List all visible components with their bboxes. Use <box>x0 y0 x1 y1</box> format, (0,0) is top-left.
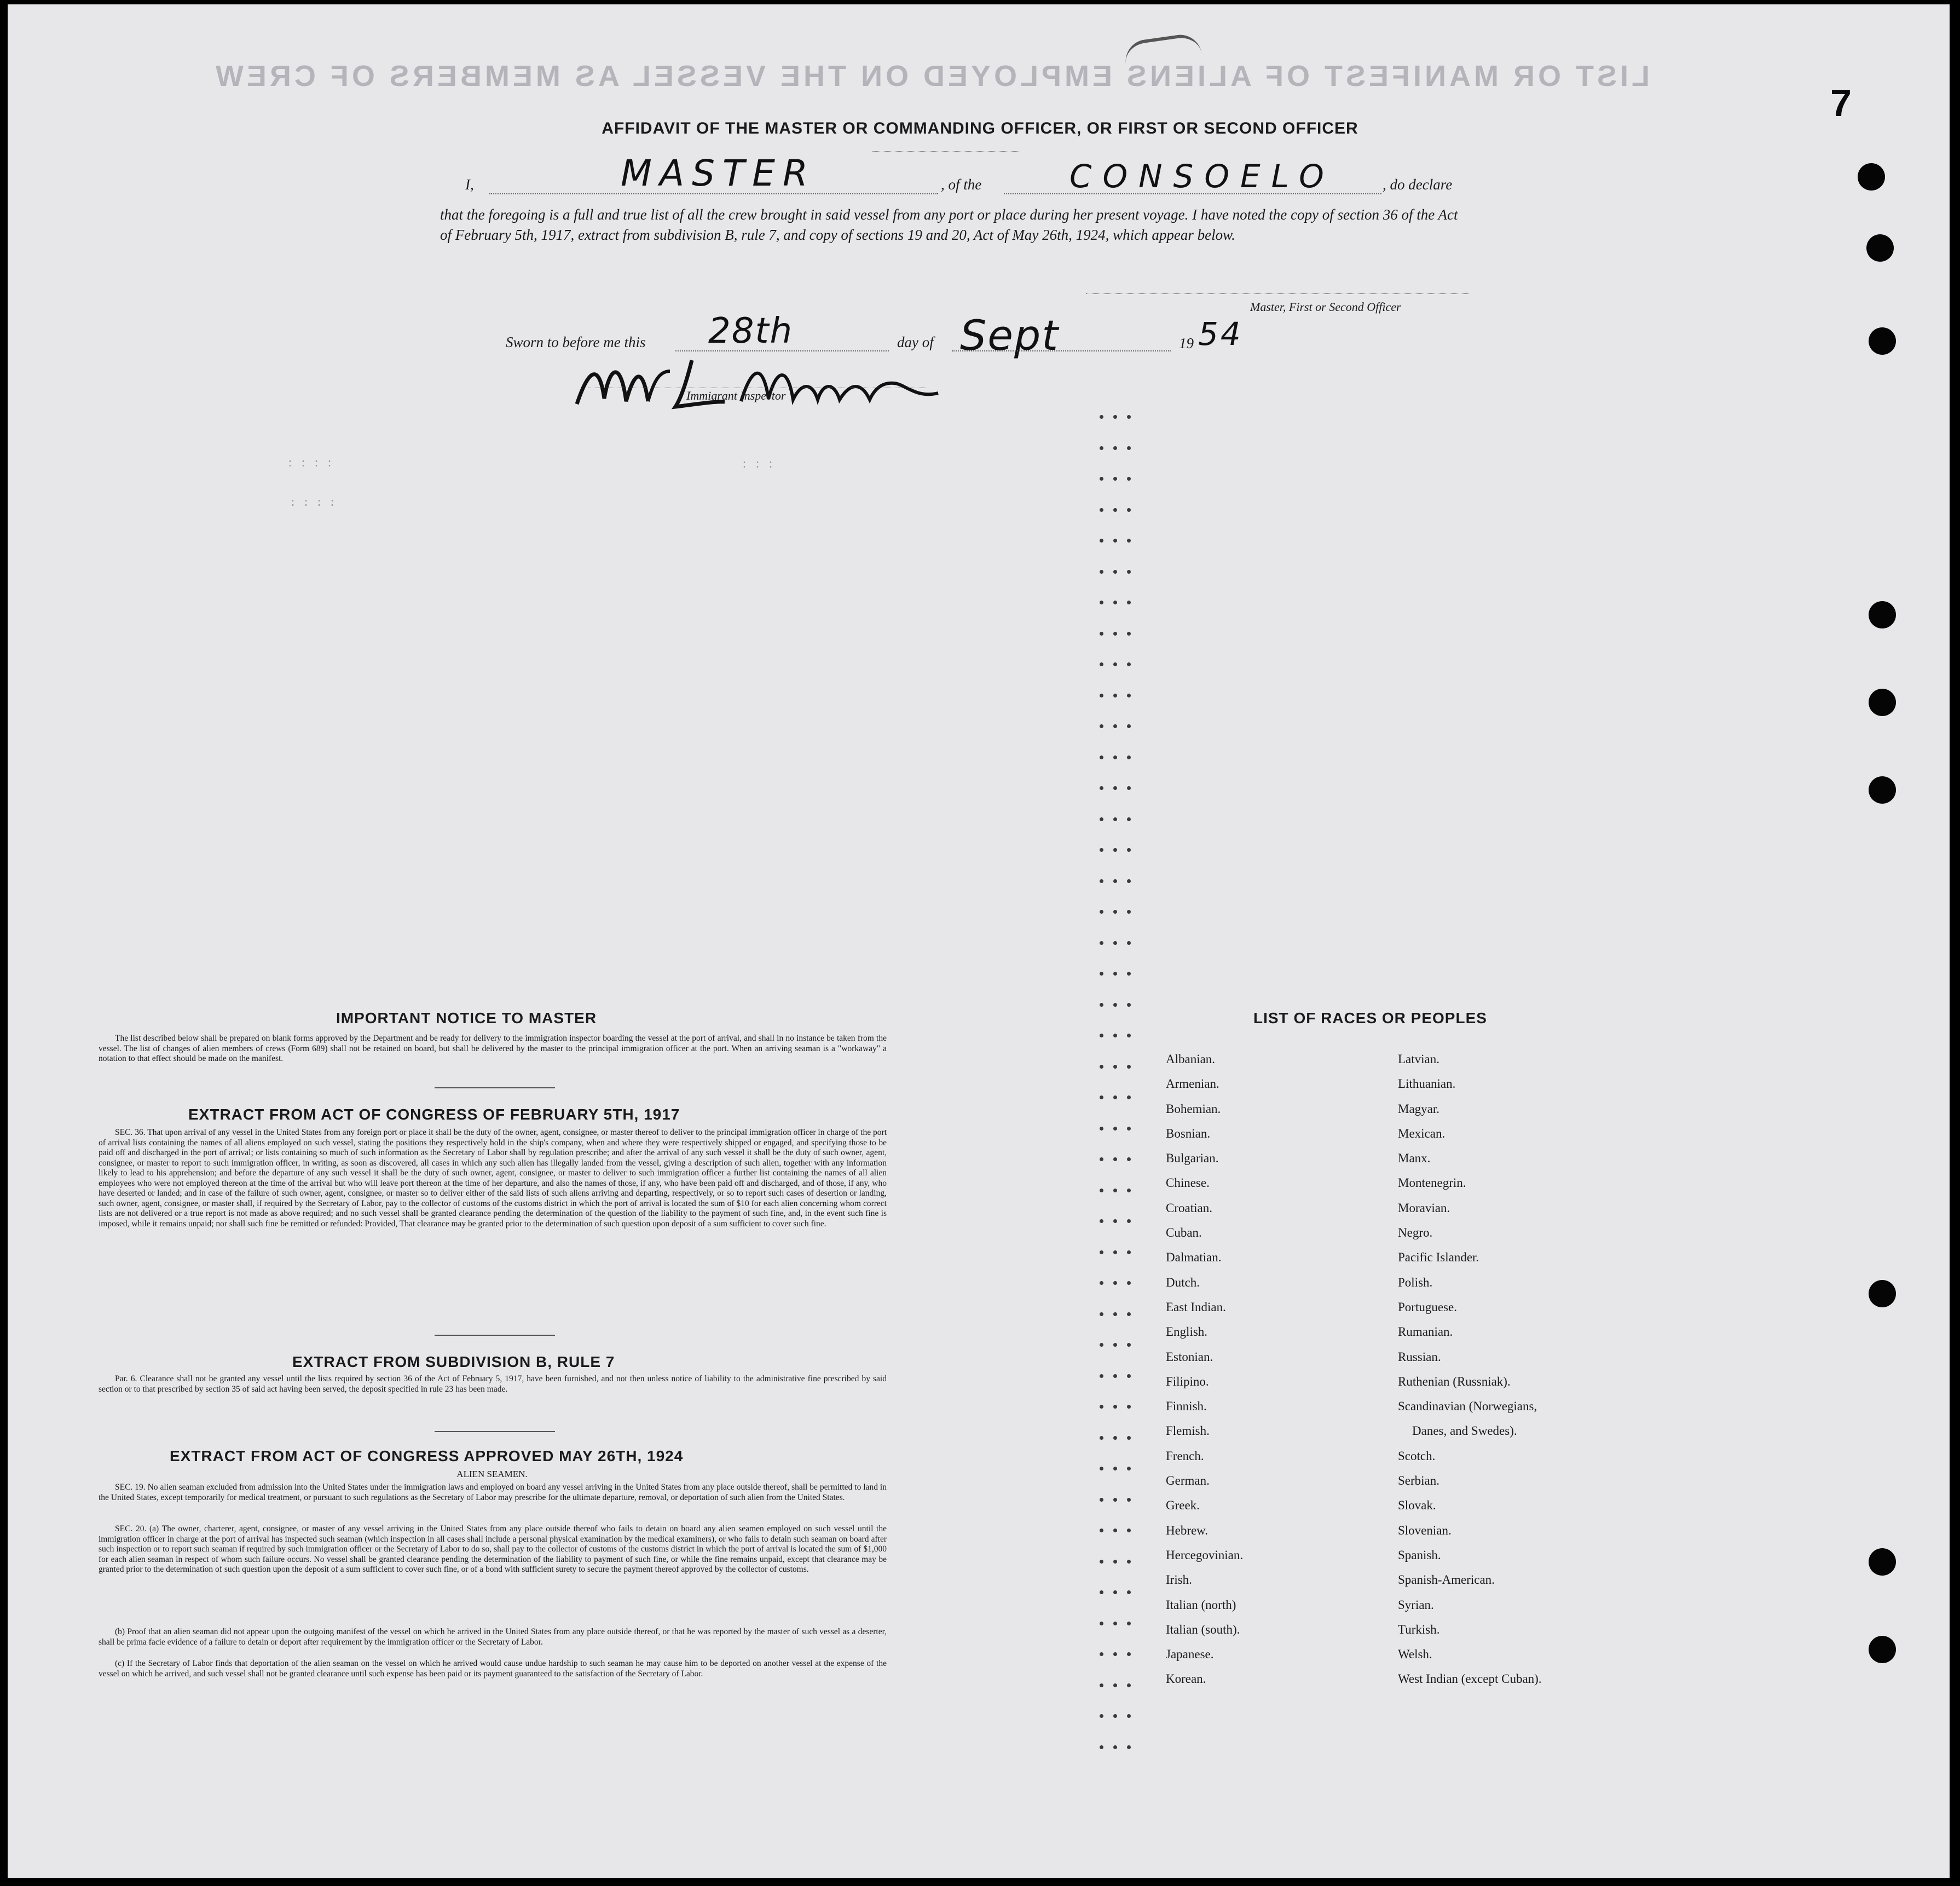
leader-dot <box>1100 941 1103 945</box>
leader-dot <box>1127 1714 1131 1718</box>
leader-dot <box>1113 972 1117 976</box>
race-item: Bosnian. <box>1166 1126 1211 1140</box>
leader-dot <box>1100 539 1103 543</box>
sec20a-text: SEC. 20. (a) The owner, charterer, agent, consignee, or master of any vessel arriving in the United States from any place outside thereof who fails to detain on board any alien seamen employed on such vessel until the immigration officer in charge at the port of arrival has inspected such seaman (which inspection in all cases shall include a personal physical examination by the medical examiners), or who fails to detain such seaman on board after such inspection or to report such seaman if required by such immigration officer or the Secretary of Labor to do so, shall pay to the collector of customs of the customs district in which the port of arrival is located the sum of $1,000 for each alien seaman in respect of whom such failure occurs. No vessel shall be granted clearance pending the determination of the liability to payment of such fine, or while the fine remains unpaid, except that clearance may be granted prior to the determination of such question upon the deposit of a sum sufficient to cover such fine, or of a bond with sufficient surety to secure the payment thereof approved by the collector of customs. <box>99 1524 887 1574</box>
leader-dot <box>1100 1157 1103 1161</box>
leader-dot <box>1127 1219 1131 1223</box>
leader-dot <box>1127 1683 1131 1687</box>
races-left-column <box>1166 1047 1243 1692</box>
race-item: West Indian (except Cuban). <box>1398 1672 1542 1686</box>
leader-dot <box>1100 415 1103 419</box>
leader-dot <box>1100 1343 1103 1347</box>
leader-dot <box>1127 1281 1131 1285</box>
month-line <box>952 350 1171 351</box>
leader-dot <box>1127 1250 1131 1254</box>
leader-dot <box>1100 1714 1103 1718</box>
day-of-label: day of <box>897 334 934 350</box>
leader-dot <box>1113 1281 1117 1285</box>
leader-dot <box>1127 1590 1131 1594</box>
leader-dot <box>1100 724 1103 728</box>
leader-dot <box>1100 755 1103 759</box>
leader-dot <box>1100 1281 1103 1285</box>
race-item: East Indian. <box>1166 1300 1226 1314</box>
vessel-name-handwriting: CONSOELO <box>1069 158 1335 195</box>
leader-dot <box>1100 786 1103 790</box>
leader-dot <box>1100 817 1103 821</box>
day-handwriting: 28th <box>708 311 794 351</box>
leader-dot <box>1100 1095 1103 1099</box>
race-item: Russian. <box>1398 1349 1441 1364</box>
title-rule <box>872 151 1020 152</box>
leader-dot <box>1100 1405 1103 1409</box>
leader-dot <box>1127 941 1131 945</box>
leader-dot <box>1113 1065 1117 1069</box>
leader-dot <box>1127 694 1131 697</box>
leader-dot <box>1100 1034 1103 1037</box>
leader-dot <box>1113 910 1117 914</box>
officer-caption: Master, First or Second Officer <box>1250 300 1401 314</box>
inspector-signature <box>566 349 982 415</box>
leader-dot <box>1100 1529 1103 1532</box>
race-item: Armenian. <box>1166 1077 1219 1091</box>
extract-1917-text: SEC. 36. That upon arrival of any vessel in the United States from any foreign port or place it shall be the duty of the owner, agent, consignee, or master thereof to deliver to the principal immigration officer in charge of the port of arrival lists containing the names of all aliens employed on such vessel, stating the positions they respectively hold in the ship's company, when and where they were respectively shipped or engaged, and specifying those to be paid off and discharged in the port of arrival; or lists containing so much of such information as the Secretary of Labor shall by regulation prescribe; and after the arrival of any such vessel it shall be the duty of such owner, agent, consignee, or master to report to such immigration officer, in writing, as soon as discovered, all cases in which any such alien has illegally landed from the vessel, giving a description of such alien, together with any information likely to lead to his apprehension; and before the departure of any such vessel it shall be the duty of such owner, agent, consignee, or master to deliver to such immigration officer a further list containing the names of all alien employees who were not employed thereon at the time of the arrival but who will leave port thereon at the time of her departure, and also the names of those, if any, who have been paid off and discharged, and of those, if any, who have deserted or landed; and in case of the failure of such owner, agent, consignee, or master so to deliver either of the said lists of such aliens arriving and departing, respectively, or so to report such cases of desertion or landing, such owner, agent, consignee, or master shall, if required by the Secretary of Labor, pay to the collector of customs of the customs district in which the port of arrival is located the sum of $10 for each alien concerning whom correct lists are not delivered or a true report is not made as above required; and no such vessel shall be granted clearance pending the determination of the question of the liability to the payment of such fine, and, in the event such fine is imposed, while it remains unpaid; nor shall such fine be remitted or refunded: Provided, That clearance may be granted prior to the determination of such question upon deposit of a sum sufficient to cover such fine. <box>99 1128 887 1229</box>
year-handwriting: 54 <box>1198 315 1243 353</box>
race-item: Montenegrin. <box>1398 1176 1466 1190</box>
leader-dot <box>1100 1745 1103 1749</box>
leader-dot <box>1113 1405 1117 1409</box>
leader-dot <box>1113 662 1117 666</box>
leader-dot <box>1113 755 1117 759</box>
leader-dot <box>1127 786 1131 790</box>
master-name-line <box>489 193 938 194</box>
leader-dot <box>1113 1436 1117 1440</box>
leader-dot <box>1113 1590 1117 1594</box>
rule7-title: EXTRACT FROM SUBDIVISION B, RULE 7 <box>292 1353 615 1370</box>
leader-dot <box>1100 879 1103 883</box>
race-item: Pacific Islander. <box>1398 1250 1479 1265</box>
do-declare-label: , do declare <box>1383 176 1453 193</box>
leader-dot <box>1100 1219 1103 1223</box>
race-item: Bulgarian. <box>1166 1151 1219 1166</box>
race-item: Croatian. <box>1166 1201 1212 1215</box>
leader-dot <box>1113 1219 1117 1223</box>
leader-dot <box>1100 1374 1103 1378</box>
punch-hole <box>1869 1636 1896 1663</box>
leader-dot <box>1100 1312 1103 1316</box>
race-item: Estonian. <box>1166 1349 1213 1364</box>
leader-dot <box>1113 415 1117 419</box>
leader-dot <box>1100 1250 1103 1254</box>
race-item: Italian (north) <box>1166 1597 1236 1612</box>
ghost-mark: : : : <box>741 459 774 471</box>
page-mark: 7 <box>1830 82 1852 124</box>
punch-hole <box>1869 327 1896 355</box>
punch-hole <box>1858 163 1885 191</box>
leader-dot <box>1113 477 1117 481</box>
leader-dot <box>1127 724 1131 728</box>
leader-dot <box>1113 1467 1117 1470</box>
race-item: Finnish. <box>1166 1399 1207 1414</box>
leader-dot <box>1127 1560 1131 1564</box>
leader-dot <box>1100 1652 1103 1656</box>
leader-dot <box>1113 848 1117 852</box>
race-item: Welsh. <box>1398 1647 1432 1662</box>
rule7-text: Par. 6. Clearance shall not be granted any vessel until the lists required by section 36 of the Act of February 5, 1917, have been furnished, and not then unless notice of liability to the administrative fine prescribed by said section or to that prescribed by section 35 of said act having been served, the deposit specified in rule 23 has been made. <box>99 1374 887 1394</box>
leader-dot <box>1100 1436 1103 1440</box>
leader-dot <box>1113 941 1117 945</box>
ghost-mark: : : : : <box>287 458 333 470</box>
leader-dot <box>1127 1405 1131 1409</box>
leader-dot <box>1100 1622 1103 1625</box>
leader-dot <box>1127 1157 1131 1161</box>
leader-dot <box>1127 1189 1131 1192</box>
leader-dot <box>1127 1529 1131 1532</box>
race-item: Danes, and Swedes). <box>1412 1424 1517 1438</box>
leader-dot <box>1127 539 1131 543</box>
leader-dot <box>1100 910 1103 914</box>
leader-dot <box>1127 1622 1131 1625</box>
leader-dot <box>1113 1003 1117 1007</box>
leader-dot <box>1113 1745 1117 1749</box>
leader-dot <box>1127 446 1131 450</box>
race-item: Latvian. <box>1398 1052 1439 1066</box>
race-item: English. <box>1166 1325 1208 1339</box>
leader-dot <box>1113 1312 1117 1316</box>
race-item: Filipino. <box>1166 1374 1209 1388</box>
punch-hole <box>1866 234 1894 262</box>
leader-dot <box>1127 415 1131 419</box>
leader-dot <box>1113 539 1117 543</box>
leader-dot <box>1100 1590 1103 1594</box>
sworn-label: Sworn to before me this <box>506 334 646 350</box>
race-item: Greek. <box>1166 1498 1200 1513</box>
leader-dot <box>1100 601 1103 604</box>
section-divider <box>435 1087 555 1088</box>
race-item: Manx. <box>1398 1151 1431 1166</box>
punch-hole <box>1869 601 1896 628</box>
leader-dot <box>1100 632 1103 636</box>
leader-dot <box>1127 601 1131 604</box>
leader-dot <box>1100 1560 1103 1564</box>
race-item: Korean. <box>1166 1672 1206 1686</box>
of-the-label: , of the <box>941 176 982 193</box>
sec20c-text: (c) If the Secretary of Labor finds that deportation of the alien seaman on the vessel on which he arrived would cause undue hardship to such seaman he may cause him to be deported on another vessel at the expense of the vessel on which he arrived, and such vessel shall not be granted clearance until such expense has been paid or its payment guaranteed to the satisfaction of the Secretary of Labor. <box>99 1659 887 1679</box>
notice-text: The list described below shall be prepared on blank forms approved by the Department and be ready for delivery to the immigration inspector boarding the vessel at the port of arrival, and shall in no instance be taken from the vessel. The list of changes of alien members of crews (Form 689) shall not be retained on board, but shall be delivered by the master to the principal immigration officer at the port. When an arriving seaman is a "workaway" a notation to that effect should be made on the manifest. <box>99 1034 887 1063</box>
race-item: Rumanian. <box>1398 1325 1453 1339</box>
leader-dot <box>1100 477 1103 481</box>
extract-1917-title: EXTRACT FROM ACT OF CONGRESS OF FEBRUARY 5TH, 1917 <box>188 1106 680 1123</box>
leader-dot <box>1113 1652 1117 1656</box>
leader-dot <box>1127 1034 1131 1037</box>
punch-hole <box>1869 1280 1896 1307</box>
leader-dot <box>1113 1127 1117 1131</box>
leader-dot <box>1127 817 1131 821</box>
sec19-text: SEC. 19. No alien seaman excluded from admission into the United States under the immigration laws and employed on board any vessel arriving in the United States from any place outside thereof, shall be permitted to land in the United States, except temporarily for medical treatment, or pursuant to such regulations as the Secretary of Labor may prescribe for the ultimate departure, removal, or deportation of such alien from the United States. <box>99 1483 887 1502</box>
section-divider <box>435 1335 555 1336</box>
leader-dot <box>1100 1189 1103 1192</box>
race-item: German. <box>1166 1474 1210 1488</box>
leader-dot <box>1127 1127 1131 1131</box>
leader-dot <box>1100 1467 1103 1470</box>
leader-dot <box>1127 1652 1131 1656</box>
leader-dot <box>1127 477 1131 481</box>
master-name-handwriting: MASTER <box>621 152 816 194</box>
race-item: Negro. <box>1398 1226 1433 1240</box>
leader-dot <box>1127 1436 1131 1440</box>
leader-dot <box>1113 632 1117 636</box>
leader-dot <box>1113 508 1117 512</box>
leader-dot <box>1127 1745 1131 1749</box>
leader-dot <box>1113 1622 1117 1625</box>
leader-dot <box>1100 848 1103 852</box>
race-item: Spanish. <box>1398 1548 1441 1562</box>
leader-dot <box>1100 694 1103 697</box>
leader-dot <box>1100 508 1103 512</box>
leader-dot <box>1127 632 1131 636</box>
sec20b-text: (b) Proof that an alien seaman did not appear upon the outgoing manifest of the vessel on which he arrived in the United States from any place outside thereof, or that he was reported by the master of such vessel as a deserter, shall be prima facie evidence of a failure to detain or deport after requirement by the immigration officer or the Secretary of Labor. <box>99 1627 887 1647</box>
leader-dot <box>1113 1157 1117 1161</box>
officer-signature-line <box>1086 293 1469 294</box>
leader-dot <box>1113 1034 1117 1037</box>
races-right-column <box>1398 1047 1542 1692</box>
leader-dot <box>1113 1498 1117 1502</box>
leader-dot <box>1113 601 1117 604</box>
race-item: Spanish-American. <box>1398 1573 1495 1587</box>
leader-dot <box>1113 724 1117 728</box>
race-item: Dalmatian. <box>1166 1250 1222 1265</box>
race-item: Turkish. <box>1398 1622 1440 1636</box>
leader-dot <box>1127 848 1131 852</box>
leader-dot <box>1113 1250 1117 1254</box>
punch-hole <box>1869 1548 1896 1576</box>
notice-title: IMPORTANT NOTICE TO MASTER <box>336 1010 597 1026</box>
leader-dot <box>1100 1498 1103 1502</box>
section-divider <box>435 1431 555 1432</box>
punch-hole <box>1869 776 1896 804</box>
race-item: Magyar. <box>1398 1101 1440 1116</box>
race-item: Lithuanian. <box>1398 1077 1456 1091</box>
affidavit-body: that the foregoing is a full and true list of all the crew brought in said vessel from any port or place during her present voyage. I have noted the copy of section 36 of the Act of February 5th, 1917, extract from subdivision B, rule 7, and copy of sections 19 and 20, Act of May 26th, 1924, which appear below. <box>440 206 1458 243</box>
leader-dot <box>1127 879 1131 883</box>
i-label: I, <box>465 176 474 193</box>
punch-hole <box>1869 689 1896 716</box>
leader-dot <box>1113 879 1117 883</box>
leader-dot <box>1127 1095 1131 1099</box>
leader-dot <box>1127 1343 1131 1347</box>
leader-dot <box>1113 1714 1117 1718</box>
leader-dot <box>1100 1683 1103 1687</box>
inspector-caption: Immigrant Inspector <box>686 389 786 402</box>
race-item: Slovak. <box>1398 1498 1436 1513</box>
race-item: Flemish. <box>1166 1424 1210 1438</box>
leader-dot <box>1113 817 1117 821</box>
race-item: Japanese. <box>1166 1647 1214 1662</box>
races-title: LIST OF RACES OR PEOPLES <box>1253 1010 1487 1026</box>
leader-dot <box>1113 1095 1117 1099</box>
race-item: Hercegovinian. <box>1166 1548 1244 1562</box>
race-item: Irish. <box>1166 1573 1192 1587</box>
affidavit-title: AFFIDAVIT OF THE MASTER OR COMMANDING OFFICER, OR FIRST OR SECOND OFFICER <box>602 119 1358 137</box>
leader-dot <box>1113 1683 1117 1687</box>
race-item: Syrian. <box>1398 1597 1434 1612</box>
leader-dot <box>1127 1498 1131 1502</box>
document-page <box>8 4 1950 1878</box>
leader-dot <box>1100 446 1103 450</box>
leader-dot <box>1127 910 1131 914</box>
vessel-name-line <box>1004 193 1381 194</box>
race-item: Ruthenian (Russniak). <box>1398 1374 1511 1388</box>
leader-dot <box>1127 1467 1131 1470</box>
leader-dot <box>1113 1189 1117 1192</box>
leader-dot <box>1113 694 1117 697</box>
leader-dot <box>1127 1374 1131 1378</box>
leader-dot <box>1113 786 1117 790</box>
bleed-through-header: LIST OR MANIFEST OF ALIENS EMPLOYED ON THE VESSEL AS MEMBERS OF CREW <box>212 60 1650 93</box>
race-item: Bohemian. <box>1166 1101 1221 1116</box>
leader-dot <box>1100 662 1103 666</box>
race-item: Dutch. <box>1166 1275 1200 1289</box>
leader-dot <box>1127 1065 1131 1069</box>
race-item: Moravian. <box>1398 1201 1450 1215</box>
race-item: French. <box>1166 1449 1204 1463</box>
race-item: Slovenian. <box>1398 1523 1452 1537</box>
race-item: Italian (south). <box>1166 1622 1240 1636</box>
leader-dot <box>1113 1374 1117 1378</box>
leader-dot <box>1113 570 1117 574</box>
leader-dot <box>1100 1065 1103 1069</box>
race-item: Albanian. <box>1166 1052 1216 1066</box>
leader-dot <box>1100 1003 1103 1007</box>
leader-dot <box>1113 1529 1117 1532</box>
leader-dot <box>1127 972 1131 976</box>
race-item: Mexican. <box>1398 1126 1446 1140</box>
race-item: Portuguese. <box>1398 1300 1457 1314</box>
race-item: Chinese. <box>1166 1176 1210 1190</box>
leader-dot <box>1113 1343 1117 1347</box>
year-prefix: 19 <box>1179 335 1194 351</box>
race-item: Serbian. <box>1398 1474 1440 1488</box>
leader-dot <box>1100 570 1103 574</box>
leader-dot <box>1113 446 1117 450</box>
leader-dot <box>1113 1560 1117 1564</box>
race-item: Scotch. <box>1398 1449 1436 1463</box>
leader-dot <box>1127 1312 1131 1316</box>
leader-dot <box>1127 1003 1131 1007</box>
ghost-mark: : : : : <box>290 497 336 510</box>
leader-dot <box>1100 972 1103 976</box>
month-handwriting: Sept <box>960 311 1060 360</box>
leader-dot <box>1100 1127 1103 1131</box>
leader-dot <box>1127 755 1131 759</box>
race-item: Scandinavian (Norwegians, <box>1398 1399 1537 1414</box>
extract-1924-title: EXTRACT FROM ACT OF CONGRESS APPROVED MAY 26TH, 1924 <box>170 1447 684 1464</box>
leader-dot <box>1127 508 1131 512</box>
race-item: Hebrew. <box>1166 1523 1209 1537</box>
race-item: Cuban. <box>1166 1226 1202 1240</box>
race-item: Polish. <box>1398 1275 1433 1289</box>
leader-dot <box>1127 662 1131 666</box>
extract-1924-subtitle: ALIEN SEAMEN. <box>456 1469 528 1479</box>
leader-dot <box>1127 570 1131 574</box>
